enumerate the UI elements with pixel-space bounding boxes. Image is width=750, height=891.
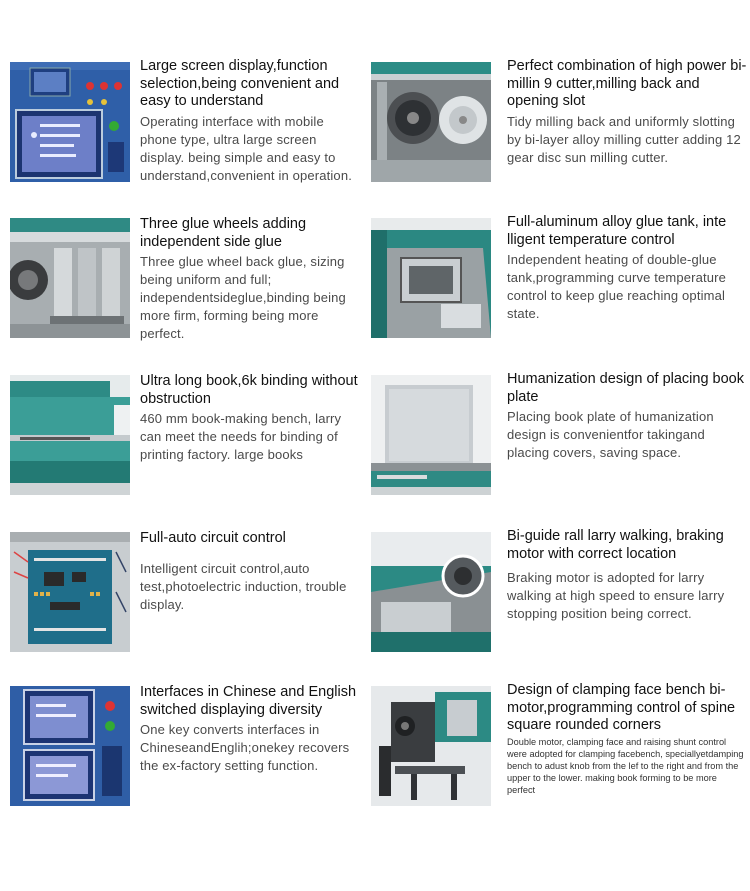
feature-card: [0, 375, 375, 525]
feature-description: Three glue wheel back glue, sizing being uniform and full; independentsideglue,binding being more firm, forming being more perfect.: [140, 254, 346, 341]
feature-card: [0, 532, 375, 682]
clamping-mechanism-photo: [371, 686, 491, 806]
binding-bench-photo: [10, 375, 130, 495]
feature-title: Humanization design of placing book plate: [507, 371, 744, 405]
feature-card: [371, 58, 747, 212]
book-plate-photo: [371, 375, 491, 495]
feature-description: Intelligent circuit control,auto test,photoelectric induction, trouble display.: [140, 560, 347, 612]
feature-description: Tidy milling back and uniformly slotting by bi-layer alloy milling cutter adding 12 gear disc sun milling cutter.: [507, 113, 741, 165]
milling-cutter-photo: [371, 62, 491, 182]
feature-card: [371, 214, 746, 368]
feature-card: [371, 371, 746, 525]
feature-description: One key converts interfaces in ChineseandEnglih;onekey recovers the ex-factory setting function.: [140, 722, 350, 773]
feature-title: Ultra long book,6k binding without obstruction: [140, 373, 358, 407]
feature-description: Operating interface with mobile phone type, ultra large screen display. being simple and easy to understand,convenient in operation.: [140, 113, 352, 183]
feature-title: Perfect combination of high power bi-millin 9 cutter,milling back and opening slot: [507, 58, 747, 109]
glue-wheels-photo: [10, 218, 130, 338]
feature-description: Placing book plate of humanization design is convenientfor takingand placing covers, saving space.: [507, 409, 714, 460]
glue-tank-photo: [371, 218, 491, 338]
feature-description: 460 mm book-making bench, larry can meet the needs for binding of printing factory. large books: [140, 411, 342, 462]
feature-card: [0, 686, 375, 836]
feature-card: [371, 528, 746, 682]
feature-card: [371, 682, 746, 836]
feature-card: [0, 218, 375, 368]
feature-title: Bi-guide rall larry walking, braking motor with correct location: [507, 528, 724, 562]
feature-description: Braking motor is adopted for larry walking at high speed to ensure larry stopping position being correct.: [507, 570, 725, 621]
feature-title: Full-aluminum alloy glue tank, inte lligent temperature control: [507, 214, 727, 248]
control-panel-photo: [10, 62, 130, 182]
feature-title: Design of clamping face bench bi-motor,programming control of spine square rounded corners: [507, 682, 736, 733]
bilingual-screen-photo: [10, 686, 130, 806]
feature-description: Independent heating of double-glue tank,programming curve temperature control to keep glue reaching optimal state.: [507, 252, 726, 321]
guide-rail-motor-photo: [371, 532, 491, 652]
feature-description: Double motor, clamping face and raising shunt control were adopted for clamping facebench, speciallyetdamping bench to adust knob from the lef to the right and from the upper to the lower. making book forming to be more perfect: [507, 736, 744, 795]
feature-title: Three glue wheels adding independent side glue: [140, 216, 307, 250]
feature-card: [0, 58, 375, 212]
feature-title: Large screen display,function selection,being convenient and easy to understand: [140, 58, 340, 109]
feature-title: Interfaces in Chinese and English switched displaying diversity: [140, 684, 357, 718]
circuit-board-photo: [10, 532, 130, 652]
feature-title: Full-auto circuit control: [140, 530, 286, 546]
